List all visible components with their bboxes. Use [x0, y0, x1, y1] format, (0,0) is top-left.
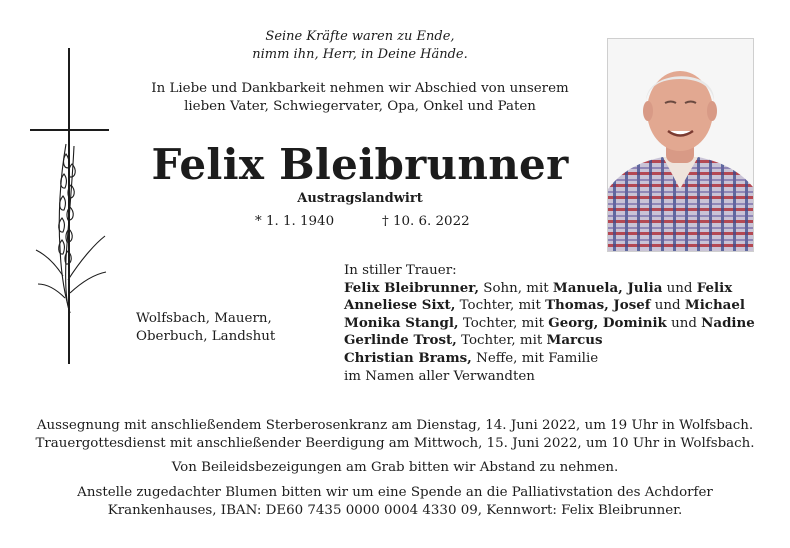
mourner-conj: und: [650, 298, 685, 314]
intro-line: In Liebe und Dankbarkeit nehmen wir Abschied von unserem: [151, 81, 569, 96]
motto: [150, 28, 570, 64]
mourner-name: Manuela, Julia: [552, 279, 663, 296]
mourner-relation: Neffe, mit Familie: [471, 350, 599, 366]
donation-note: [20, 484, 770, 520]
mourner-name: Felix Bleibrunner,: [344, 279, 480, 296]
ceremony-line: Trauergottesdienst mit anschließender Beerdigung am Mittwoch, 15. Juni 2022, um 10 Uhr in Wolfsbach.: [35, 436, 755, 451]
motto-line: Seine Kräfte waren zu Ende,: [265, 29, 455, 44]
portrait-photo: [607, 38, 754, 252]
places-line: Wolfsbach, Mauern,: [136, 311, 272, 326]
cross-wheat-icon: [30, 48, 115, 366]
deceased-occupation: Austragslandwirt: [297, 191, 423, 206]
mourners-list: [344, 262, 764, 385]
motto-line: nimm ihn, Herr, in Deine Hände.: [252, 47, 468, 62]
mourner-line: [344, 315, 764, 333]
mourner-name: Marcus: [546, 332, 603, 349]
donation-line: Krankenhauses, IBAN: DE60 7435 0000 0004 4330 09, Kennwort: Felix Bleibrunner.: [107, 503, 683, 518]
mourner-relation: Tochter, mit: [455, 298, 546, 314]
condolence-note: Von Beileidsbezeigungen am Grab bitten wir Abstand zu nehmen.: [171, 460, 619, 475]
mourner-name: Felix: [696, 279, 733, 296]
mourner-name: Anneliese Sixt,: [344, 297, 456, 314]
ceremony-line: Aussegnung mit anschließendem Sterberosenkranz am Dienstag, 14. Juni 2022, um 19 Uhr in Wolfsbach.: [36, 418, 754, 433]
mourner-name: Georg, Dominik: [548, 314, 667, 331]
birth-date: * 1. 1. 1940: [255, 214, 335, 229]
mourner-name: Nadine: [701, 314, 755, 331]
mourner-relation: Sohn, mit: [479, 280, 553, 296]
mourner-conj: und: [662, 280, 697, 296]
mourner-relation: Tochter, mit: [456, 333, 547, 349]
mourner-line: [344, 332, 764, 350]
mourner-line: [344, 350, 764, 368]
mourner-name: Gerlinde Trost,: [344, 332, 457, 349]
places: [136, 310, 275, 346]
places-line: Oberbuch, Landshut: [136, 329, 276, 344]
mourner-line: [344, 297, 764, 315]
mourners-closing: im Namen aller Verwandten: [344, 368, 535, 384]
intro-text: [120, 80, 600, 116]
intro-line: lieben Vater, Schwiegervater, Opa, Onkel und Paten: [184, 99, 536, 114]
deceased-name: Felix Bleibrunner: [151, 140, 569, 189]
portrait-illustration: [608, 39, 753, 251]
donation-line: Anstelle zugedachter Blumen bitten wir um eine Spende an die Palliativstation des Achdorfer: [77, 485, 713, 500]
mourner-name: Michael: [684, 297, 745, 314]
mourner-name: Christian Brams,: [344, 349, 472, 366]
death-date: † 10. 6. 2022: [382, 214, 470, 229]
mourner-conj: und: [666, 315, 702, 331]
mourner-name: Monika Stangl,: [344, 314, 459, 331]
mourners-heading: In stiller Trauer:: [344, 263, 457, 278]
mourner-name: Thomas, Josef: [545, 297, 651, 314]
ceremony-info: [20, 417, 770, 453]
mourner-line: [344, 280, 764, 298]
mourner-relation: Tochter, mit: [458, 315, 549, 331]
